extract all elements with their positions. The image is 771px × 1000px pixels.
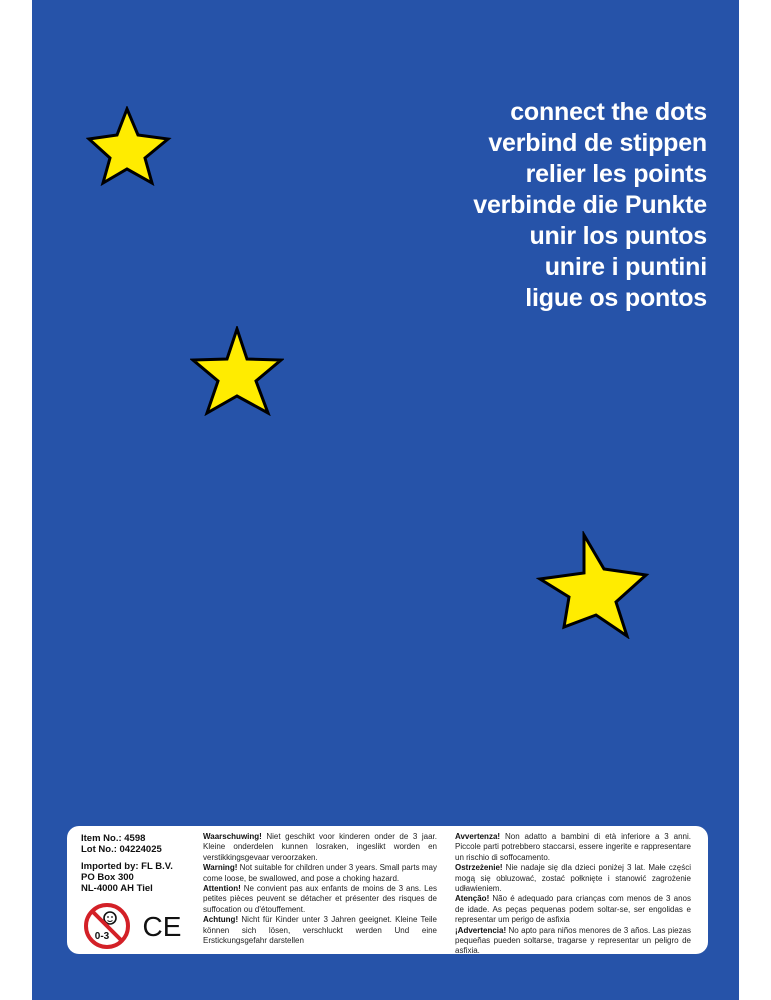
- warning-german: Achtung! Nicht für Kinder unter 3 Jahren geeignet. Kleine Teile können sich lösen, verschluckt werden Und eine Erstickungsgefahr darstellen: [203, 915, 437, 946]
- item-number: Item No.: 4598: [81, 833, 146, 844]
- title-german: verbinde die Punkte: [473, 191, 707, 219]
- warning-dutch: Waarschuwing! Niet geschikt voor kinderen onder de 3 jaar. Kleine onderdelen kunnen losraken, ingeslikt worden en verstikkingsgevaar veroorzaken.: [203, 832, 437, 862]
- ce-mark-icon: [141, 911, 183, 941]
- warning-spanish: ¡Advertencia! No apto para niños menores de 3 años. Las piezas pequeñas pueden soltarse, tragarse y representar un peligro de asfixia.: [455, 925, 691, 956]
- warning-english: Warning! Not suitable for children under 3 years. Small parts may come loose, be swallowed, and pose a choking hazard.: [203, 863, 437, 883]
- title-french: relier les points: [525, 160, 707, 188]
- importer-po-box: PO Box 300: [81, 872, 134, 883]
- warnings-column-left: [203, 832, 437, 946]
- warning-italian: Avvertenza! Non adatto a bambini di età inferiore a 3 anni. Piccole parti potrebbero staccarsi, essere ingerite e rappresentare un rischio di soffocamento.: [455, 832, 691, 862]
- title-portuguese: ligue os pontos: [525, 284, 707, 312]
- title-list: [287, 97, 707, 314]
- star-icon-top-left: [86, 106, 172, 186]
- warning-polish: Ostrzeżenie! Nie nadaje się dla dzieci poniżej 3 lat. Małe części mogą się obluzować, zostać połknięte i stanowić zagrożenie udławieniem.: [455, 863, 691, 894]
- product-info: [81, 833, 196, 894]
- warning-portuguese: Atenção! Não é adequado para crianças com menos de 3 anos de idade. As peças pequenas podem soltar-se, ser engolidas e representar um perigo de asfixia: [455, 894, 691, 925]
- ce-mark-text: CE: [142, 911, 182, 941]
- lot-number: Lot No.: 04224025: [81, 844, 162, 855]
- title-italian: unire i puntini: [544, 253, 707, 281]
- safety-label: [67, 826, 708, 954]
- importer-name: Imported by: FL B.V.: [81, 861, 173, 872]
- warnings-column-right: [455, 832, 691, 957]
- age-range-text: 0-3: [94, 931, 110, 942]
- not-for-under-3-icon: [83, 902, 131, 950]
- star-icon-middle: [190, 326, 284, 416]
- star-icon-right: [536, 531, 650, 639]
- title-dutch: verbind de stippen: [488, 129, 707, 157]
- title-english: connect the dots: [510, 98, 707, 126]
- title-spanish: unir los puntos: [529, 222, 707, 250]
- importer-address: NL-4000 AH Tiel: [81, 883, 153, 894]
- warning-french: Attention! Ne convient pas aux enfants de moins de 3 ans. Les petites pièces peuvent se détacher et présenter des risques de suffocation ou d'étouffement.: [203, 884, 437, 914]
